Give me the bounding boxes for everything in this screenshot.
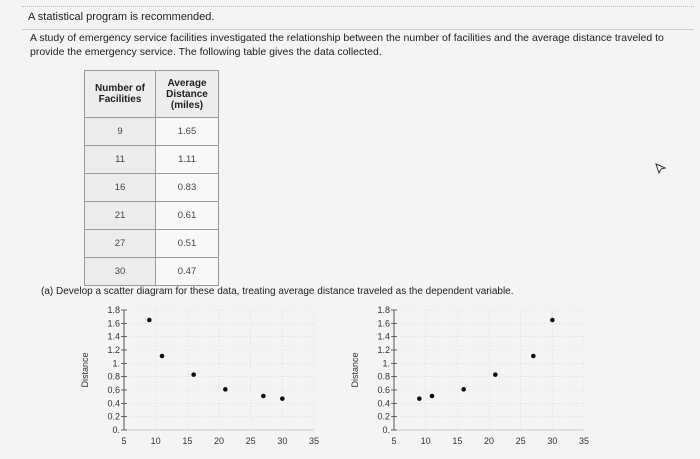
x-tick-label: 30 — [547, 436, 558, 446]
y-tick-label: 0.6 — [107, 385, 120, 395]
data-point — [461, 387, 466, 392]
y-tick-label: 1.8 — [377, 305, 390, 315]
data-point — [280, 396, 285, 401]
data-point — [160, 354, 165, 359]
scatter-plot-option-2[interactable] — [344, 302, 604, 454]
y-tick-label: 0.4 — [377, 398, 390, 409]
data-point — [493, 372, 498, 377]
cell-facilities: 27 — [85, 230, 156, 258]
data-point — [223, 387, 228, 392]
x-tick-label: 35 — [308, 436, 320, 446]
x-tick-label: 15 — [182, 436, 193, 446]
problem-paragraph: A study of emergency service facilities investigated the relationship between the number of facilities and the average distance traveled to provide the emergency service. The following table gives the data collected. — [30, 32, 664, 58]
y-tick-label: 0.8 — [107, 371, 120, 382]
cell-distance: 0.51 — [156, 230, 219, 258]
y-tick-label: 1. — [382, 358, 390, 369]
table-row — [85, 230, 219, 258]
y-axis-label: Distance — [80, 352, 90, 388]
x-tick-label: 5 — [391, 436, 397, 446]
data-point — [550, 318, 555, 323]
data-point — [531, 354, 536, 359]
x-tick-label: 20 — [213, 436, 225, 446]
table-row — [85, 118, 219, 146]
y-tick-label: 0.2 — [107, 411, 120, 422]
y-tick-label: 0. — [382, 425, 390, 435]
y-tick-label: 0.6 — [377, 385, 390, 395]
cell-facilities: 21 — [85, 202, 156, 230]
y-tick-label: 1.4 — [377, 331, 390, 342]
cell-facilities: 11 — [85, 146, 156, 174]
table-row — [85, 146, 219, 174]
data-table — [84, 70, 219, 286]
y-axis-label: Distance — [350, 352, 360, 388]
table-header-facilities: Number of Facilities — [85, 71, 156, 118]
y-tick-label: 0. — [112, 425, 120, 435]
y-tick-label: 0.2 — [377, 411, 390, 422]
y-tick-label: 1.2 — [377, 345, 390, 355]
cell-distance: 1.65 — [156, 118, 219, 146]
cell-facilities: 16 — [85, 174, 156, 202]
cell-facilities: 30 — [85, 258, 156, 286]
x-tick-label: 10 — [420, 436, 431, 446]
y-tick-label: 0.4 — [107, 398, 120, 409]
data-point — [191, 372, 196, 377]
x-tick-label: 10 — [150, 436, 161, 446]
y-tick-label: 1.6 — [377, 318, 390, 329]
table-header-distance: Average Distance (miles) — [156, 71, 219, 118]
scatter-plot-option-1[interactable] — [74, 302, 334, 454]
data-point — [417, 396, 422, 401]
x-tick-label: 5 — [121, 436, 127, 446]
x-tick-label: 30 — [277, 436, 288, 446]
table-row — [85, 258, 219, 286]
y-tick-label: 0.8 — [377, 371, 390, 382]
cell-facilities: 9 — [85, 118, 156, 146]
x-tick-label: 15 — [452, 436, 463, 446]
data-point — [430, 394, 435, 399]
table-row — [85, 174, 219, 202]
intro-text: A statistical program is recommended. — [28, 11, 215, 23]
data-point — [261, 394, 266, 399]
y-tick-label: 1. — [112, 358, 120, 369]
cell-distance: 0.47 — [156, 258, 219, 286]
x-tick-label: 25 — [515, 436, 526, 446]
x-tick-label: 20 — [483, 436, 495, 446]
x-tick-label: 35 — [578, 436, 590, 446]
y-tick-label: 1.8 — [107, 305, 120, 315]
part-a-instruction: (a) Develop a scatter diagram for these data, treating average distance traveled as the dependent variable. — [41, 286, 514, 297]
cell-distance: 1.11 — [156, 146, 219, 174]
y-tick-label: 1.4 — [107, 331, 120, 342]
mouse-cursor-icon — [655, 163, 667, 175]
table-row — [85, 202, 219, 230]
data-point — [147, 318, 152, 323]
cell-distance: 0.83 — [156, 174, 219, 202]
cell-distance: 0.61 — [156, 202, 219, 230]
x-tick-label: 25 — [245, 436, 256, 446]
y-tick-label: 1.2 — [107, 345, 120, 355]
y-tick-label: 1.6 — [107, 318, 120, 329]
